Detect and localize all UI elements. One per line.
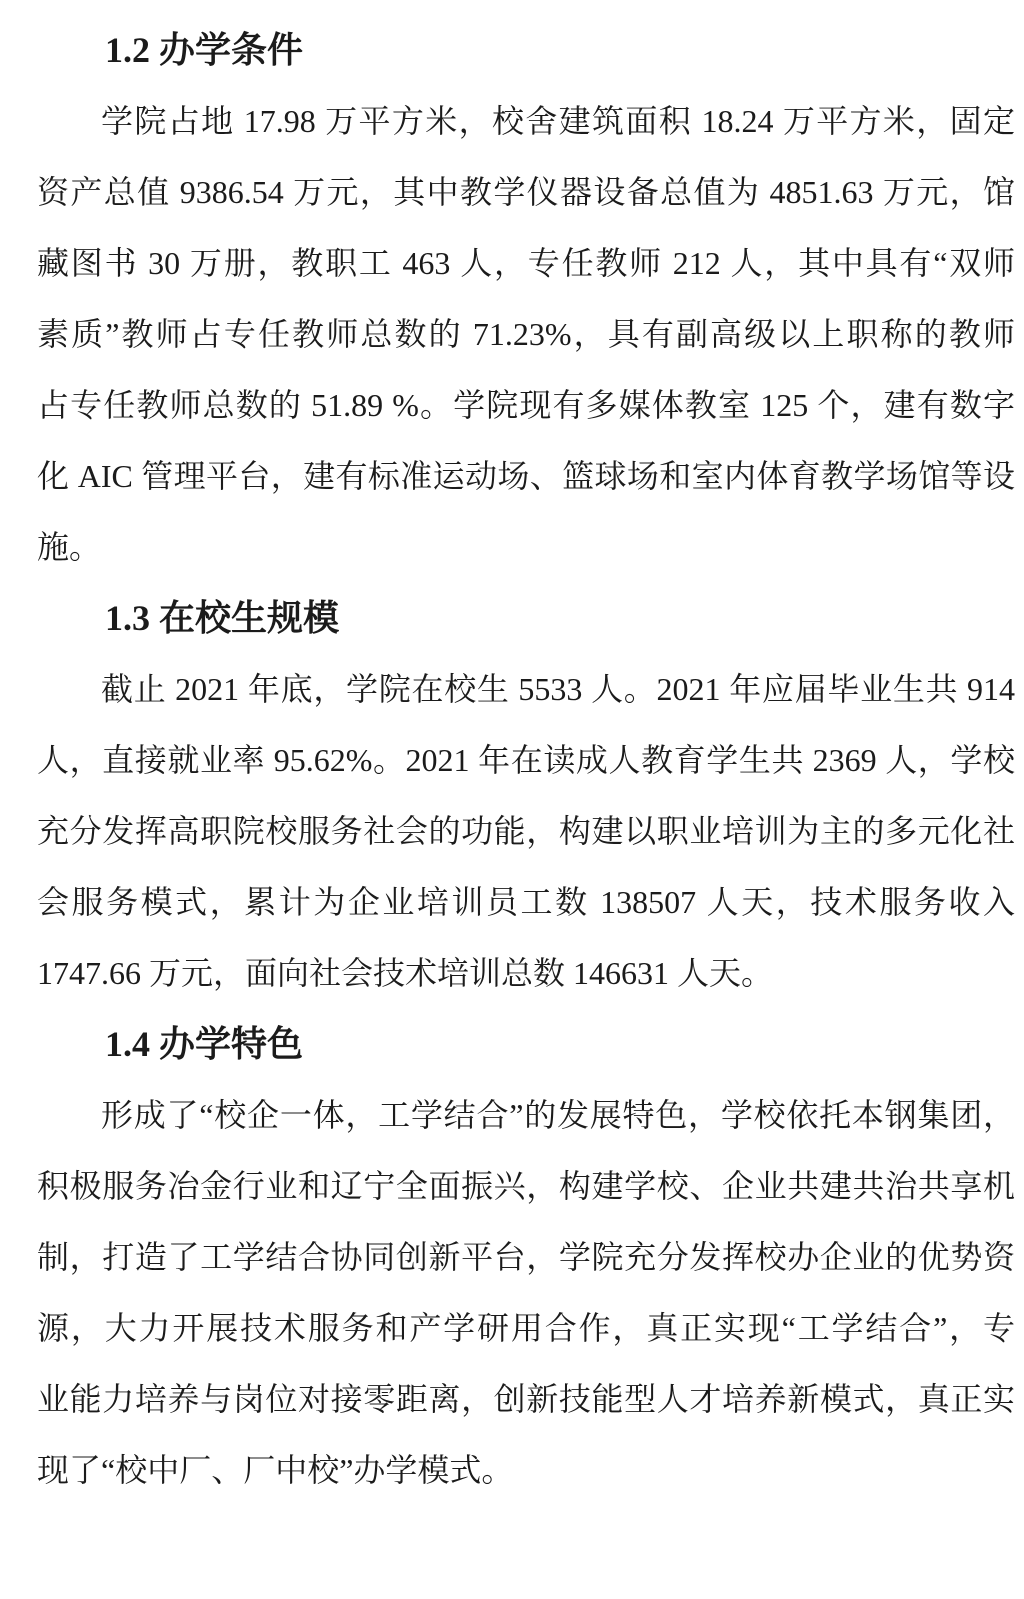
section-heading-1-4: 1.4 办学特色 (105, 1024, 304, 1064)
paragraph-line: 源，大力开展技术服务和产学研用合作，真正实现“工学结合”，专 (37, 1310, 1015, 1346)
paragraph-line: 藏图书 30 万册，教职工 463 人，专任教师 212 人，其中具有“双师 (37, 245, 1015, 281)
paragraph-line: 人，直接就业率 95.62%。2021 年在读成人教育学生共 2369 人，学校 (37, 742, 1015, 778)
paragraph-enrollment-scale (37, 654, 1015, 1009)
paragraph-line: 形成了“校企一体，工学结合”的发展特色，学校依托本钢集团， (101, 1097, 1015, 1133)
paragraph-school-conditions (37, 86, 1015, 583)
section-1-3-enrollment-scale (37, 583, 1015, 1009)
section-heading-1-2: 1.2 办学条件 (105, 30, 304, 70)
paragraph-line: 积极服务冶金行业和辽宁全面振兴，构建学校、企业共建共治共享机 (37, 1168, 1015, 1204)
paragraph-line: 充分发挥高职院校服务社会的功能，构建以职业培训为主的多元化社 (37, 813, 1015, 849)
section-1-2-school-conditions (37, 15, 1015, 583)
paragraph-line: 化 AIC 管理平台，建有标准运动场、篮球场和室内体育教学场馆等设 (37, 458, 1015, 494)
paragraph-line: 施。 (37, 529, 102, 565)
section-1-4-school-characteristics (37, 1009, 1015, 1506)
section-heading-1-3: 1.3 在校生规模 (105, 598, 340, 638)
paragraph-line: 会服务模式，累计为企业培训员工数 138507 人天，技术服务收入 (37, 884, 1015, 920)
paragraph-line: 学院占地 17.98 万平方米，校舍建筑面积 18.24 万平方米，固定 (101, 103, 1015, 139)
paragraph-line: 资产总值 9386.54 万元，其中教学仪器设备总值为 4851.63 万元，馆 (37, 174, 1015, 210)
paragraph-line: 素质”教师占专任教师总数的 71.23%，具有副高级以上职称的教师 (37, 316, 1015, 352)
paragraph-school-characteristics (37, 1080, 1015, 1506)
paragraph-line: 占专任教师总数的 51.89 %。学院现有多媒体教室 125 个，建有数字 (37, 387, 1015, 423)
paragraph-line: 截止 2021 年底，学院在校生 5533 人。2021 年应届毕业生共 914 (101, 671, 1015, 707)
paragraph-line: 业能力培养与岗位对接零距离，创新技能型人才培养新模式，真正实 (37, 1381, 1015, 1417)
paragraph-line: 制，打造了工学结合协同创新平台，学院充分发挥校办企业的优势资 (37, 1239, 1015, 1275)
paragraph-line: 现了“校中厂、厂中校”办学模式。 (37, 1452, 514, 1488)
paragraph-line: 1747.66 万元，面向社会技术培训总数 146631 人天。 (37, 955, 774, 991)
